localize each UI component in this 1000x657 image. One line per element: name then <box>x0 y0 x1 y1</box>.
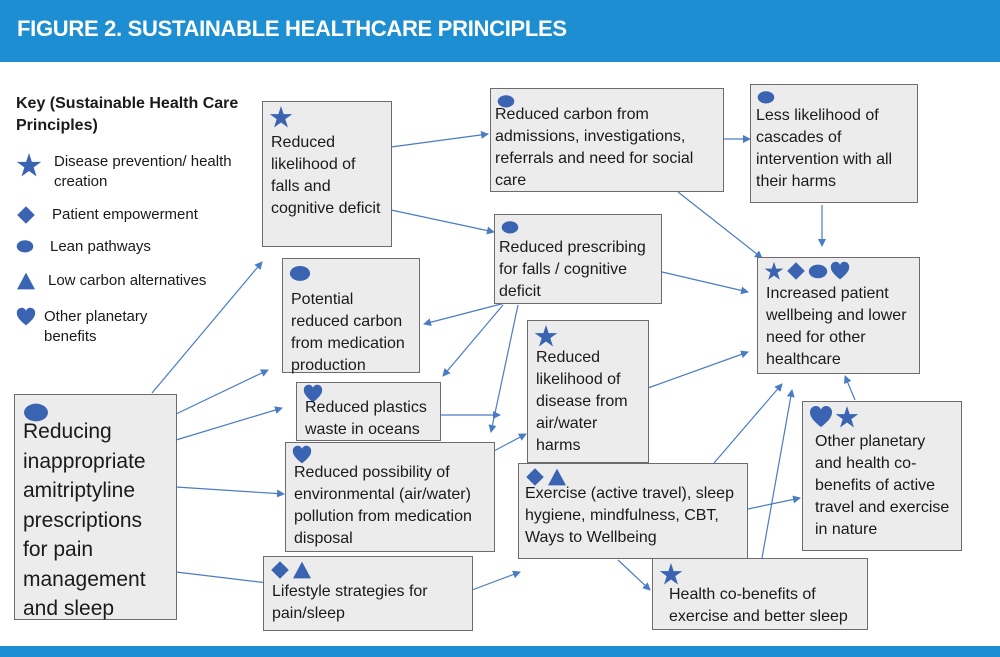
key-label: Lean pathways <box>50 238 151 255</box>
box-text: Lifestyle strategies for pain/sleep <box>272 583 428 622</box>
arrow <box>748 498 800 509</box>
box-falls <box>262 101 392 247</box>
box-disease <box>527 320 649 463</box>
ellipse-icon <box>289 262 311 288</box>
arrow <box>176 408 282 440</box>
box-health-cobenefits <box>652 558 868 630</box>
box-text: Reduced plastics waste in oceans <box>305 399 427 438</box>
box-text: Exercise (active travel), sleep hygiene, mindfulness, CBT, Ways to Wellbeing <box>525 485 734 546</box>
box-text: Reduced carbon from admissions, investigations, referrals and need for social care <box>495 106 694 189</box>
box-icons <box>269 105 293 131</box>
box-text: Less likelihood of cascades of intervention with all their harms <box>756 107 893 190</box>
box-text: Potential reduced carbon from medication production <box>291 291 405 374</box>
box-text: Reducing inappropriate amitriptyline prescriptions for pain management and sleep <box>23 420 146 620</box>
figure-title: FIGURE 2. SUSTAINABLE HEALTHCARE PRINCIPLES <box>17 16 567 41</box>
arrow <box>472 572 520 590</box>
arrow <box>648 352 748 388</box>
star-icon <box>835 405 859 431</box>
box-planetary <box>802 401 962 551</box>
box-reduced-carbon <box>490 88 724 192</box>
arrow <box>492 434 526 452</box>
box-lifestyle <box>263 556 473 631</box>
box-text: Increased patient wellbeing and lower need for other healthcare <box>766 285 907 368</box>
box-icons <box>809 405 859 431</box>
key-label: Low carbon alternatives <box>48 272 207 289</box>
arrow <box>491 305 518 432</box>
heart-icon <box>809 405 833 431</box>
key-label: Patient empowerment <box>52 206 198 223</box>
box-text: Other planetary and health co-benefits of active travel and exercise in nature <box>815 433 950 538</box>
box-text: Health co-benefits of exercise and better sleep <box>669 586 848 625</box>
arrow <box>714 384 782 463</box>
arrow <box>391 134 488 147</box>
box-text: Reduced prescribing for falls / cognitive deficit <box>499 239 646 300</box>
box-prescribing <box>494 214 662 304</box>
box-plastics <box>296 382 441 441</box>
box-text: Reduced likelihood of falls and cognitive deficit <box>271 134 381 217</box>
key-label: Other planetary benefits <box>44 308 148 345</box>
key-label: Disease prevention/ health creation <box>54 153 232 190</box>
arrow <box>176 487 284 494</box>
arrow <box>176 370 268 414</box>
arrow <box>662 272 748 292</box>
box-pollution <box>285 442 495 552</box>
arrow <box>762 390 792 558</box>
box-cascades <box>750 84 918 203</box>
arrow <box>845 376 855 400</box>
box-icons <box>289 262 311 288</box>
key-title: Key (Sustainable Health Care Principles) <box>16 95 239 134</box>
box-medication-production <box>282 258 420 373</box>
box-reducing-amitriptyline <box>14 394 177 620</box>
star-icon <box>269 105 293 131</box>
arrow <box>152 262 262 393</box>
arrow <box>391 210 494 232</box>
box-text: Reduced possibility of environmental (air/water) pollution from medication disposal <box>294 464 472 547</box>
arrow <box>176 572 276 584</box>
box-exercise <box>518 463 748 559</box>
box-wellbeing <box>757 257 920 374</box>
arrow <box>618 560 650 590</box>
arrow <box>443 305 503 376</box>
box-text: Reduced likelihood of disease from air/water harms <box>536 349 628 454</box>
footer-bar <box>0 646 1000 657</box>
arrow <box>424 303 505 324</box>
